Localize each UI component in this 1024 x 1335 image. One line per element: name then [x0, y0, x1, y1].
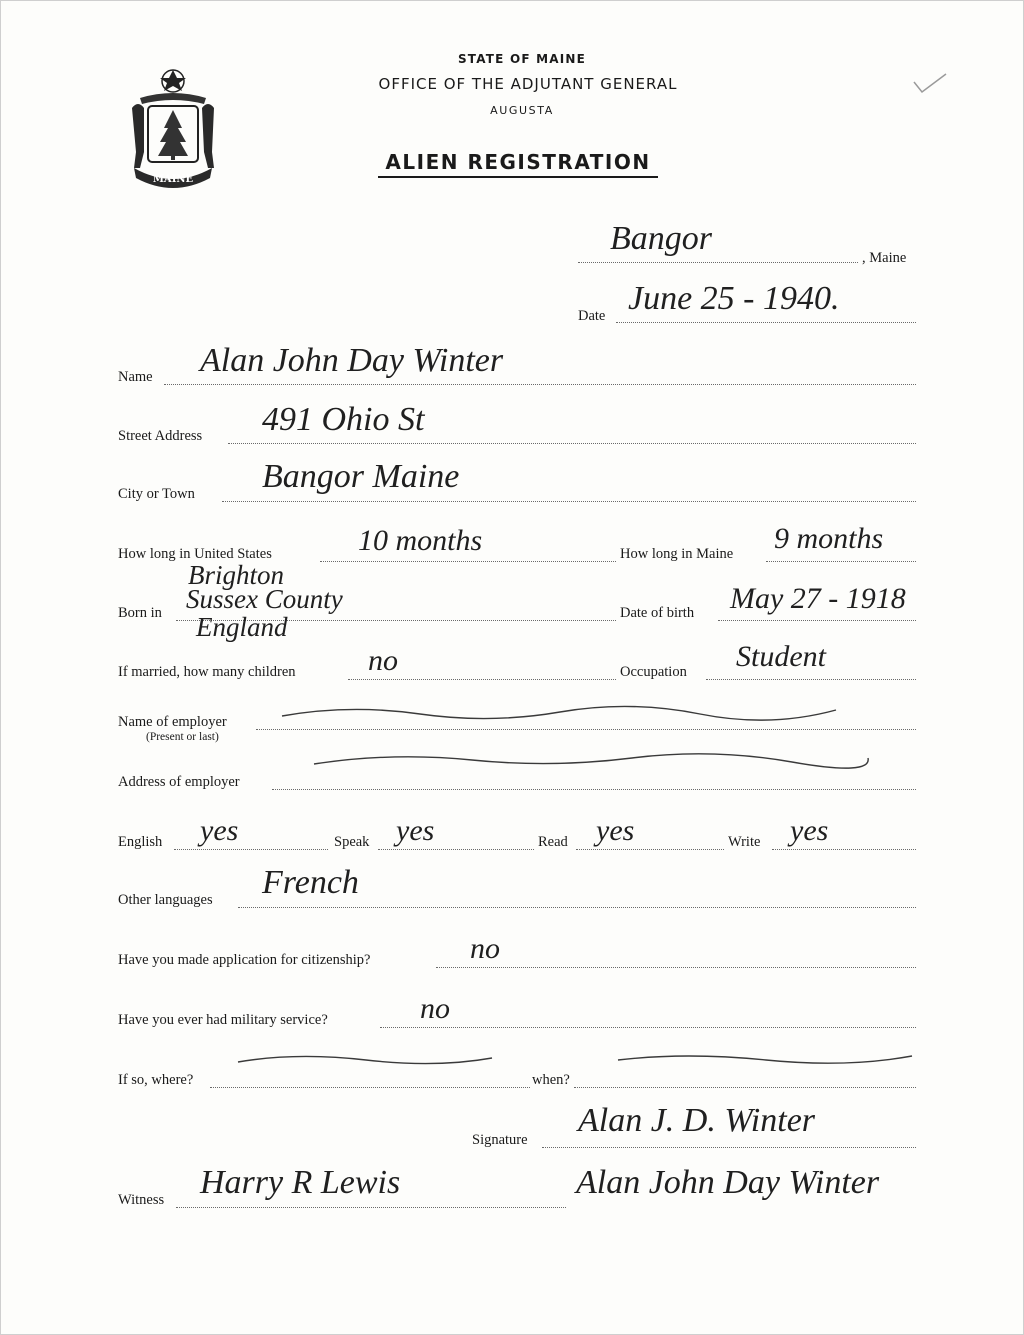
write-line — [772, 849, 916, 850]
children-line — [348, 679, 616, 680]
street-entry: 491 Ohio St — [262, 401, 425, 438]
when-line — [574, 1087, 916, 1088]
signature-entry: Alan J. D. Winter — [578, 1102, 816, 1139]
other-languages-entry: French — [262, 864, 359, 901]
read-entry: yes — [596, 814, 635, 847]
place-line — [578, 262, 858, 263]
maine-duration-label: How long in Maine — [620, 546, 734, 562]
employer-address-dash-mark — [312, 746, 872, 776]
us-duration-line — [320, 561, 616, 562]
witness-entry: Harry R Lewis — [200, 1164, 401, 1201]
speak-line — [378, 849, 534, 850]
english-entry: yes — [200, 814, 239, 847]
place-suffix-label: , Maine — [862, 250, 907, 266]
employer-dash-mark — [280, 700, 840, 730]
name-line — [164, 384, 916, 385]
dob-label: Date of birth — [620, 605, 695, 621]
city-label: City or Town — [118, 486, 195, 502]
born-entry-line3: England — [196, 612, 288, 642]
military-line — [380, 1027, 916, 1028]
signature-full-entry: Alan John Day Winter — [576, 1164, 880, 1201]
form-title: ALIEN REGISTRATION — [378, 150, 658, 178]
svg-text:MAINE: MAINE — [152, 174, 194, 185]
speak-entry: yes — [396, 814, 435, 847]
us-duration-label: How long in United States — [118, 546, 272, 562]
maine-duration-line — [766, 561, 916, 562]
employer-label: Name of employer — [118, 714, 227, 730]
employer-address-label: Address of employer — [118, 774, 240, 790]
where-line — [210, 1087, 530, 1088]
born-entry-line1: Brighton — [188, 560, 285, 590]
us-duration-entry: 10 months — [358, 524, 483, 557]
read-line — [576, 849, 724, 850]
born-label: Born in — [118, 605, 162, 621]
date-label: Date — [578, 308, 606, 324]
dob-entry: May 27 - 1918 — [730, 582, 906, 615]
employer-address-line — [272, 789, 916, 790]
check-mark-icon — [910, 70, 950, 96]
date-line — [616, 322, 916, 323]
citizenship-label: Have you made application for citizenship? — [118, 952, 371, 968]
english-label: English — [118, 834, 163, 850]
children-entry: no — [368, 644, 398, 677]
military-entry: no — [420, 992, 450, 1025]
occupation-label: Occupation — [620, 664, 687, 680]
other-languages-line — [238, 907, 916, 908]
military-label: Have you ever had military service? — [118, 1012, 328, 1028]
where-label: If so, where? — [118, 1072, 194, 1088]
city-entry: Bangor Maine — [262, 458, 460, 495]
witness-label: Witness — [118, 1192, 165, 1208]
citizenship-entry: no — [470, 932, 500, 965]
children-label: If married, how many children — [118, 664, 296, 680]
name-label: Name — [118, 369, 153, 385]
citizenship-line — [436, 967, 916, 968]
signature-line — [542, 1147, 916, 1148]
when-dash-mark — [616, 1046, 916, 1072]
date-entry: June 25 - 1940. — [628, 280, 840, 317]
other-languages-label: Other languages — [118, 892, 213, 908]
when-label: when? — [532, 1072, 570, 1088]
place-entry: Bangor — [610, 220, 712, 257]
born-entry-line2: Sussex County — [186, 584, 343, 614]
street-label: Street Address — [118, 428, 203, 444]
write-label: Write — [728, 834, 761, 850]
dob-line — [718, 620, 916, 621]
occupation-entry: Student — [736, 640, 826, 673]
city-heading: AUGUSTA — [490, 104, 554, 117]
speak-label: Speak — [334, 834, 370, 850]
employer-sublabel: (Present or last) — [146, 731, 219, 743]
name-entry: Alan John Day Winter — [200, 342, 504, 379]
read-label: Read — [538, 834, 568, 850]
where-dash-mark — [236, 1046, 496, 1072]
occupation-line — [706, 679, 916, 680]
street-line — [228, 443, 916, 444]
state-heading: STATE OF MAINE — [457, 52, 587, 66]
english-line — [174, 849, 328, 850]
office-heading: OFFICE OF THE ADJUTANT GENERAL — [378, 75, 678, 93]
signature-label: Signature — [472, 1132, 528, 1148]
witness-line — [176, 1207, 566, 1208]
city-line — [222, 501, 916, 502]
write-entry: yes — [790, 814, 829, 847]
maine-duration-entry: 9 months — [774, 522, 884, 555]
